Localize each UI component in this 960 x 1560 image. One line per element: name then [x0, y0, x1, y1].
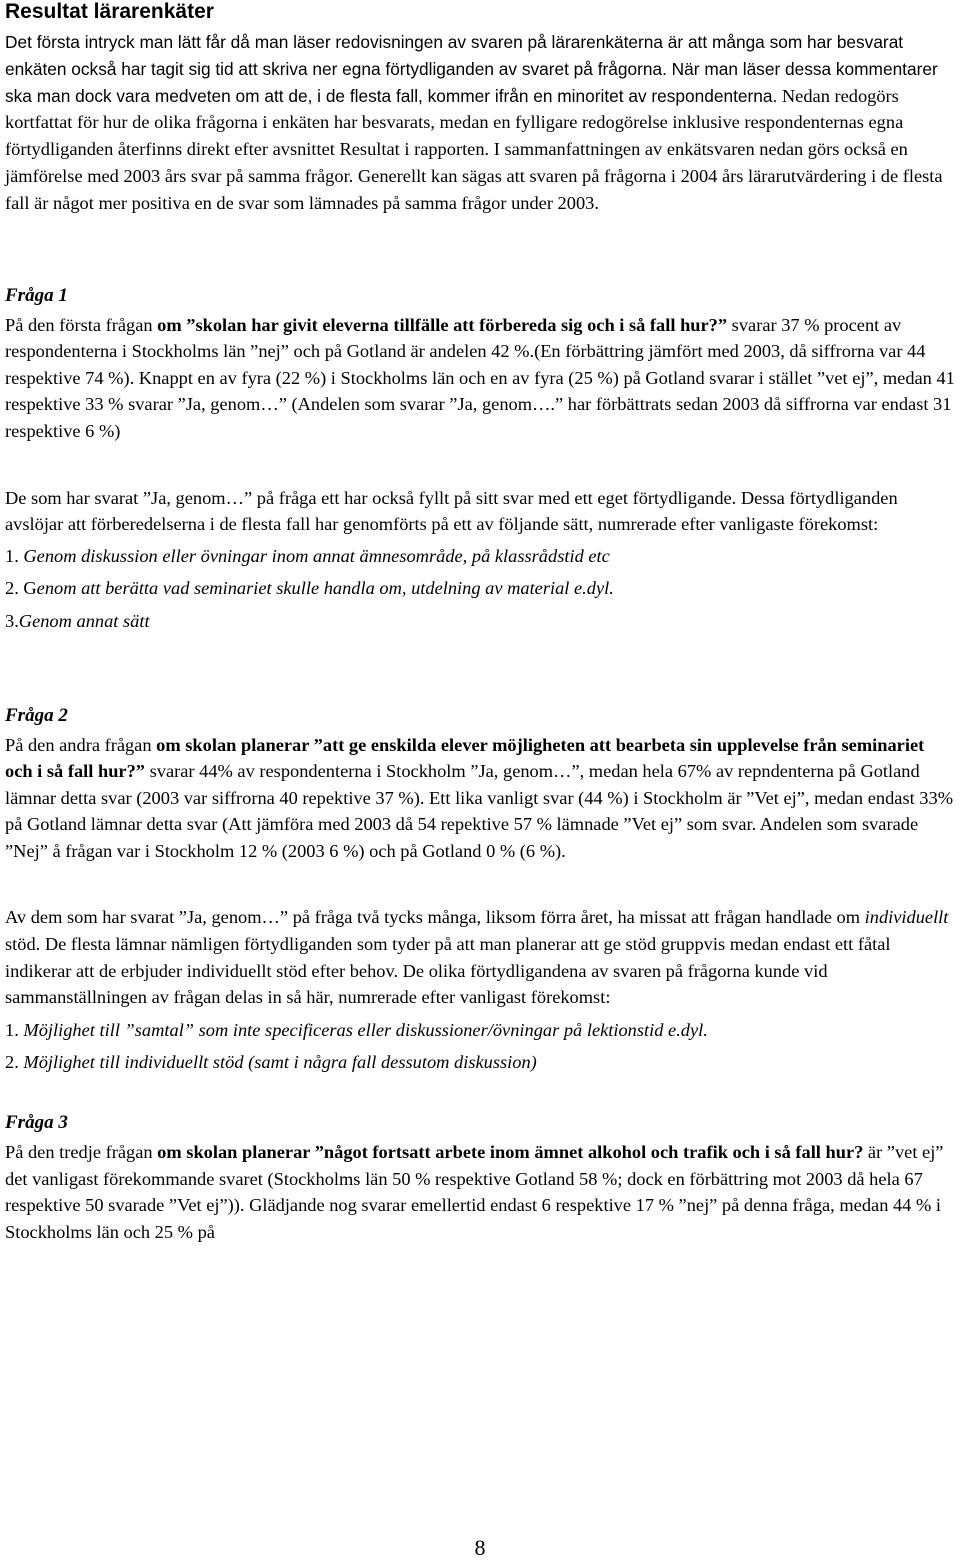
q2-list-item-1 — [5, 1017, 956, 1044]
q3-p1-post: är ”vet ej” det vanligast förekommande svaret (Stockholms län 50 % respektive Gotland 58 %; dock en förbättring mot 2003 då hela 67 respektive 50 svarade ”Vet ej”)). Glädjande nog svarar emellertid endast 6 respektive 17 % ”nej” på denna fråga, medan 44 % i Stockholms län och 25 % på — [5, 1142, 944, 1242]
q2-p1-bold: om skolan planerar ”att ge enskilda elever möjligheten att bearbeta sin upplevelse från seminariet och i så fall hur?” — [5, 734, 925, 782]
q2-list-num-2: 2. — [5, 1052, 24, 1073]
q2-list-item-2 — [5, 1049, 956, 1076]
q2-p2-italic: individuellt — [864, 907, 949, 928]
q1-p1-post: svarar 37 % procent av respondenterna i Stockholms län ”nej” och på Gotland är andelen 42 %.(En förbättring jämfört med 2003, då siffrorna var 44 respektive 74 %). Knappt en av fyra (22 %) i Stockholms län och en av fyra (25 %) på Gotland svarar i stället ”vet ej”, medan 41 respektive 33 % svarar ”Ja, genom…” (Andelen som svarar ”Ja, genom….” har förbättrats sedan 2003 då siffrorna var endast 31 respektive 6 %) — [5, 314, 955, 441]
q1-list-text-3: Genom annat sätt — [18, 610, 150, 631]
q2-list-text-2: Möjlighet till individuellt stöd (samt i några fall dessutom diskussion) — [23, 1052, 537, 1073]
question-1-section — [5, 283, 956, 635]
q2-p1-post: svarar 44% av respondenterna i Stockholm ”Ja, genom…”, medan hela 67% av repndenterna på Gotland lämnar detta svar (2003 var siffrorna 40 repektive 37 %). Ett lika vanligt svar (44 %) i Stockholm är ”Vet ej”, medan endast 33% på Gotland lämnar detta svar (Att jämföra med 2003 då 54 repektive 57 % lämnade ”Vet ej” som svar. Andelen som svarade ”Nej” å frågan var i Stockholm 12 % (2003 6 %) och på Gotland 0 % (6 %). — [5, 761, 954, 861]
question-1-heading: Fråga 1 — [5, 284, 68, 306]
question-2-section — [5, 703, 956, 1077]
q1-list-num-3: 3. — [5, 610, 19, 631]
question-2-heading: Fråga 2 — [5, 704, 68, 726]
page-number: 8 — [474, 1535, 486, 1560]
intro-serif-text: Nedan redogörs kortfattat för hur de olika frågorna i enkäten har besvarats, medan en fylligare redogörelse inklusive respondenternas egna förtydliganden återfinns direkt efter avsnittet Resultat i rapporten. I sammanfattningen av enkätsvaren nedan görs också en jämförelse med 2003 års svar på samma frågor. Generellt kan sägas att svaren på frågorna i 2004 års lärarutvärdering i de flesta fall är något mer positiva en de svar som lämnades på samma frågor under 2003. — [5, 85, 943, 213]
question-2-paragraph-1 — [5, 732, 956, 865]
q1-p1-bold: om ”skolan har givit eleverna tillfälle att förbereda sig och i så fall hur?” — [157, 314, 728, 335]
question-1-paragraph-1 — [5, 312, 956, 445]
q1-list-text-1: Genom diskussion eller övningar inom annat ämnesområde, på klassrådstid etc — [23, 545, 610, 566]
q2-list-text-1: Möjlighet till ”samtal” som inte specificeras eller diskussioner/övningar på lektionstid e.dyl. — [23, 1019, 708, 1040]
q2-p2-post: stöd. De flesta lämnar nämligen förtydliganden som tyder på att man planerar att ge stöd gruppvis medan endast ett fåtal indikerar att de erbjuder individuellt stöd efter behov. De olika förtydligandena av svaren på frågorna kunde vid sammanställningen av frågan delas in så här, numrerade efter vanligast förekomst: — [5, 934, 891, 1008]
q3-p1-pre: På den tredje frågan — [5, 1142, 158, 1163]
q1-list-item-2 — [5, 575, 956, 602]
intro-sans-text: Det första intryck man lätt får då man läser redovisningen av svaren på lärarenkäterna är att många som har besvarat enkäten också har tagit sig tid att skriva ner egna förtydliganden av svaret på frågorna. När man läser dessa kommentarer ska man dock vara medveten om att de, i de flesta fall, kommer ifrån en minoritet av respondenterna. — [5, 32, 938, 106]
page-title: Resultat lärarenkäter — [5, 0, 214, 23]
question-3-heading: Fråga 3 — [5, 1112, 68, 1134]
question-2-paragraph-2 — [5, 904, 956, 1010]
intro-paragraph — [5, 29, 956, 217]
q1-list-item-1 — [5, 543, 956, 570]
question-3-paragraph-1 — [5, 1139, 956, 1245]
q2-p1-pre: På den andra frågan — [5, 734, 157, 755]
q1-list-text-2: enom att berätta vad seminariet skulle handla om, utdelning av material e.dyl. — [36, 578, 614, 599]
q1-list-num-1: 1. — [5, 545, 24, 566]
question-3-section — [5, 1110, 956, 1245]
question-1-paragraph-2: De som har svarat ”Ja, genom…” på fråga ett har också fyllt på sitt svar med ett eget förtydligande. Dessa förtydliganden avslöjar att förberedelserna i de flesta fall har genomförts på ett av följande sätt, numrerade efter vanligaste förekomst: — [5, 487, 898, 535]
q1-list-item-3 — [5, 608, 956, 635]
q1-p1-pre: På den första frågan — [5, 314, 158, 335]
q1-list-num-2: 2. G — [5, 578, 37, 599]
q2-p2-pre: Av dem som har svarat ”Ja, genom…” på fråga två tycks många, liksom förra året, ha missat att frågan handlade om — [5, 907, 865, 928]
q3-p1-bold: om skolan planerar ”något fortsatt arbete inom ämnet alkohol och trafik och i så fall hur? — [157, 1142, 864, 1163]
q2-list-num-1: 1. — [5, 1019, 24, 1040]
